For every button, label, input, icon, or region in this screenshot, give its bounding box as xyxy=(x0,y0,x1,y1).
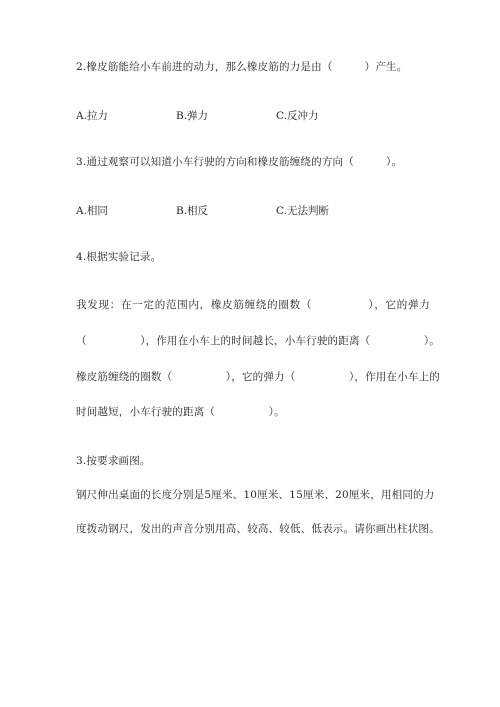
question-4-line-1: 我发现：在一定的范围内，橡皮筋缠绕的圈数（ ），它的弹力 xyxy=(76,299,430,311)
question-5-stem: 3.按要求画图。 xyxy=(76,455,151,467)
question-4-line-3: 橡皮筋缠绕的圈数（ ），它的弹力（ ），作用在小车上的 xyxy=(76,371,440,383)
question-3-option-c: C.无法判断 xyxy=(276,205,329,217)
question-2-option-a: A.拉力 xyxy=(76,110,108,122)
question-5-line-1: 钢尺伸出桌面的长度分别是5厘米、10厘米、15厘米、20厘米，用相同的力 xyxy=(76,489,435,501)
question-2-option-b: B.弹力 xyxy=(176,110,209,122)
question-4-stem: 4.根据实验记录。 xyxy=(76,251,162,263)
question-4-line-4: 时间越短，小车行驶的距离（ ）。 xyxy=(76,406,285,418)
question-3-option-a: A.相同 xyxy=(76,205,108,217)
question-4-line-2: （ ），作用在小车上的时间越长，小车行驶的距离（ ）。 xyxy=(76,335,440,347)
question-5-line-2: 度拨动钢尺，发出的声音分别用高、较高、较低、低表示。请你画出柱状图。 xyxy=(76,523,440,535)
question-3-option-b: B.相反 xyxy=(176,205,209,217)
question-2-stem: 2.橡皮筋能给小车前进的动力，那么橡皮筋的力是由（ ）产生。 xyxy=(76,61,408,73)
question-3-stem: 3.通过观察可以知道小车行驶的方向和橡皮筋缠绕的方向（ ）。 xyxy=(76,156,403,168)
question-2-option-c: C.反冲力 xyxy=(276,110,319,122)
